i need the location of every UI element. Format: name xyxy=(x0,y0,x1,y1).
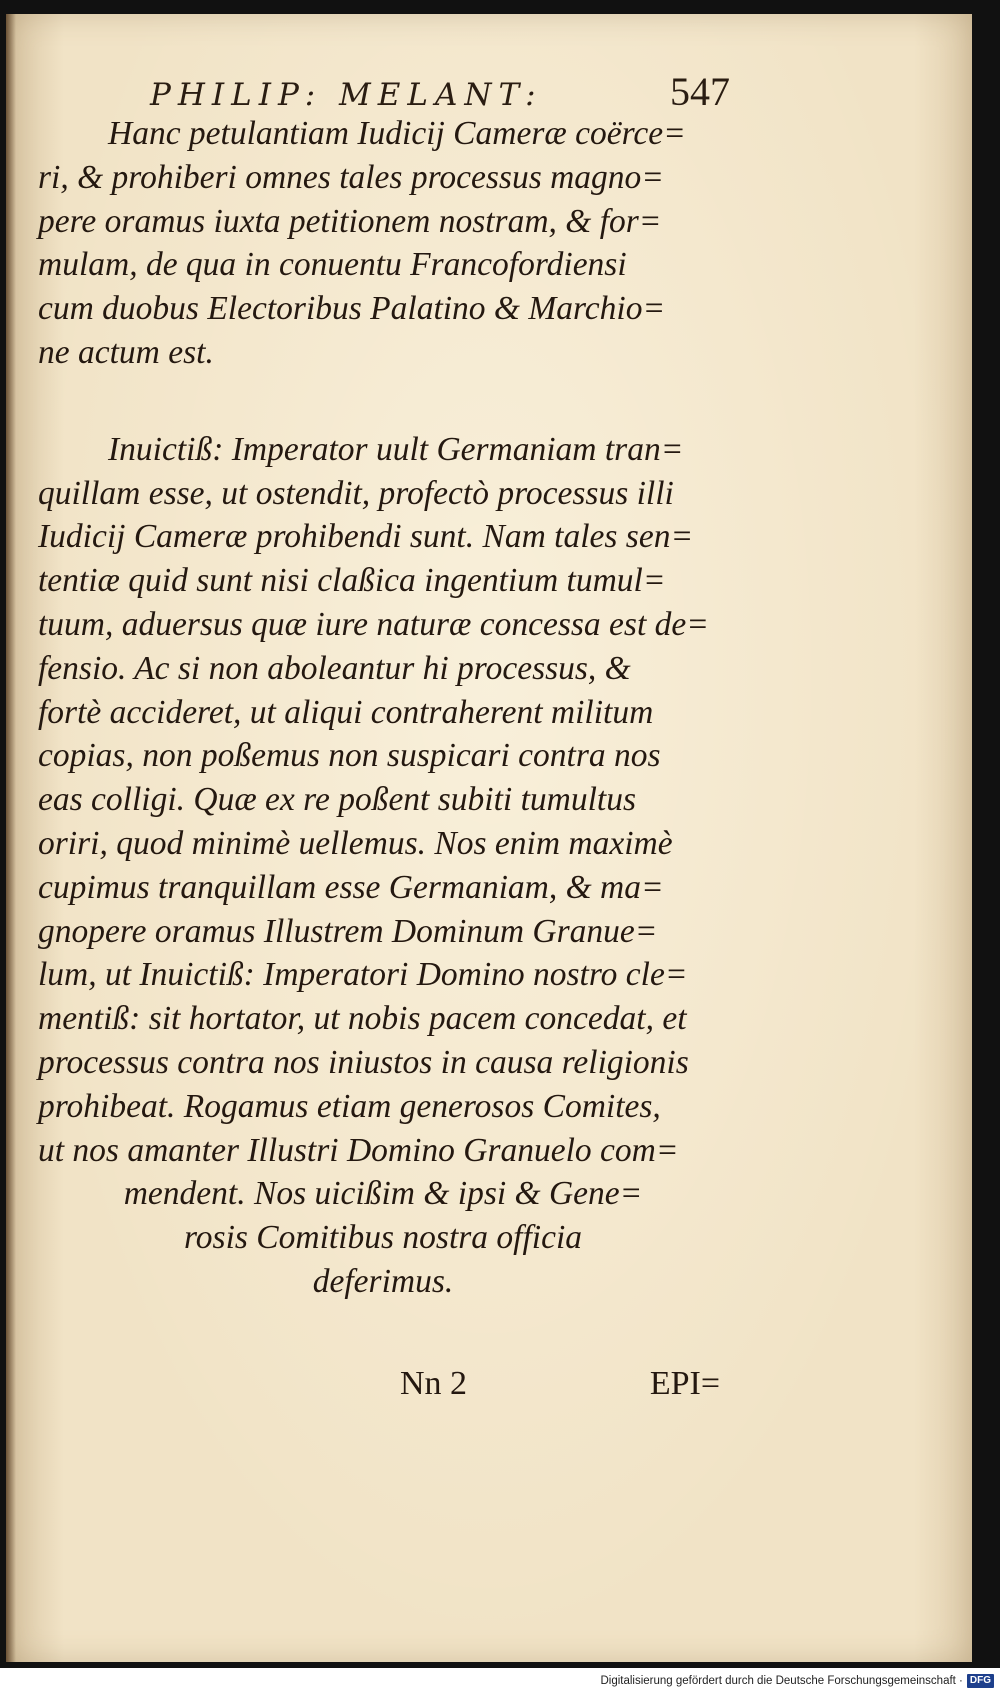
text-line: rosis Comitibus nostra officia xyxy=(183,1219,583,1257)
catchline xyxy=(400,1365,720,1415)
text-line: mulam, de qua in conuentu Francofordiensi xyxy=(38,246,627,284)
binding-edge xyxy=(6,14,16,1662)
text-line: Inuictiß: Imperator uult Germaniam tran= xyxy=(108,430,684,468)
text-line: eas colligi. Quæ ex re poßent subiti tumultus xyxy=(38,781,636,819)
text-line: copias, non poßemus non suspicari contra nos xyxy=(38,737,661,775)
text-line: tentiæ quid sunt nisi claßica ingentium tumul= xyxy=(38,562,666,600)
text-line: Iudicij Cameræ prohibendi sunt. Nam tales sen= xyxy=(38,518,694,556)
running-head-title: PHILIP: MELANT: xyxy=(150,77,543,113)
text-line: ut nos amanter Illustri Domino Granuelo com= xyxy=(38,1131,679,1169)
body-text xyxy=(38,112,728,1304)
text-line: ri, & prohiberi omnes tales processus magno= xyxy=(38,158,664,196)
text-line: mendent. Nos uicißim & ipsi & Gene= xyxy=(123,1175,643,1213)
text-line: Hanc petulantiam Iudicij Cameræ coërce= xyxy=(108,115,686,152)
text-line: fortè accideret, ut aliqui contraherent militum xyxy=(38,693,654,731)
text-line: ne actum est. xyxy=(38,333,214,371)
footer-bar xyxy=(0,1668,1000,1693)
digitization-credit: Digitalisierung gefördert durch die Deutsche Forschungsgemeinschaft · xyxy=(600,1674,963,1687)
running-head xyxy=(150,68,730,118)
signature-mark: Nn 2 xyxy=(400,1365,468,1402)
text-line: gnopere oramus Illustrem Dominum Granue= xyxy=(38,912,658,950)
text-line: quillam esse, ut ostendit, profectò processus illi xyxy=(38,474,674,512)
dfg-logo: DFG xyxy=(967,1674,994,1688)
text-line: pere oramus iuxta petitionem nostram, & for= xyxy=(38,202,662,240)
text-line: deferimus. xyxy=(312,1262,454,1300)
text-line: fensio. Ac si non aboleantur hi processus, & xyxy=(38,649,631,687)
text-line: lum, ut Inuictiß: Imperatori Domino nostro cle= xyxy=(38,956,688,994)
text-line: mentiß: sit hortator, ut nobis pacem concedat, et xyxy=(38,1000,687,1038)
text-line: cupimus tranquillam esse Germaniam, & ma= xyxy=(38,868,664,906)
text-line: prohibeat. Rogamus etiam generosos Comites, xyxy=(38,1087,661,1125)
text-line: processus contra nos iniustos in causa religionis xyxy=(38,1043,689,1081)
paragraph-gap xyxy=(38,375,728,428)
text-line: oriri, quod minimè uellemus. Nos enim maximè xyxy=(38,824,673,862)
text-line: cum duobus Electoribus Palatino & Marchio= xyxy=(38,290,666,328)
page-number: 547 xyxy=(670,69,730,114)
catchword: EPI= xyxy=(649,1365,720,1402)
text-line: tuum, aduersus quæ iure naturæ concessa est de= xyxy=(38,605,709,643)
